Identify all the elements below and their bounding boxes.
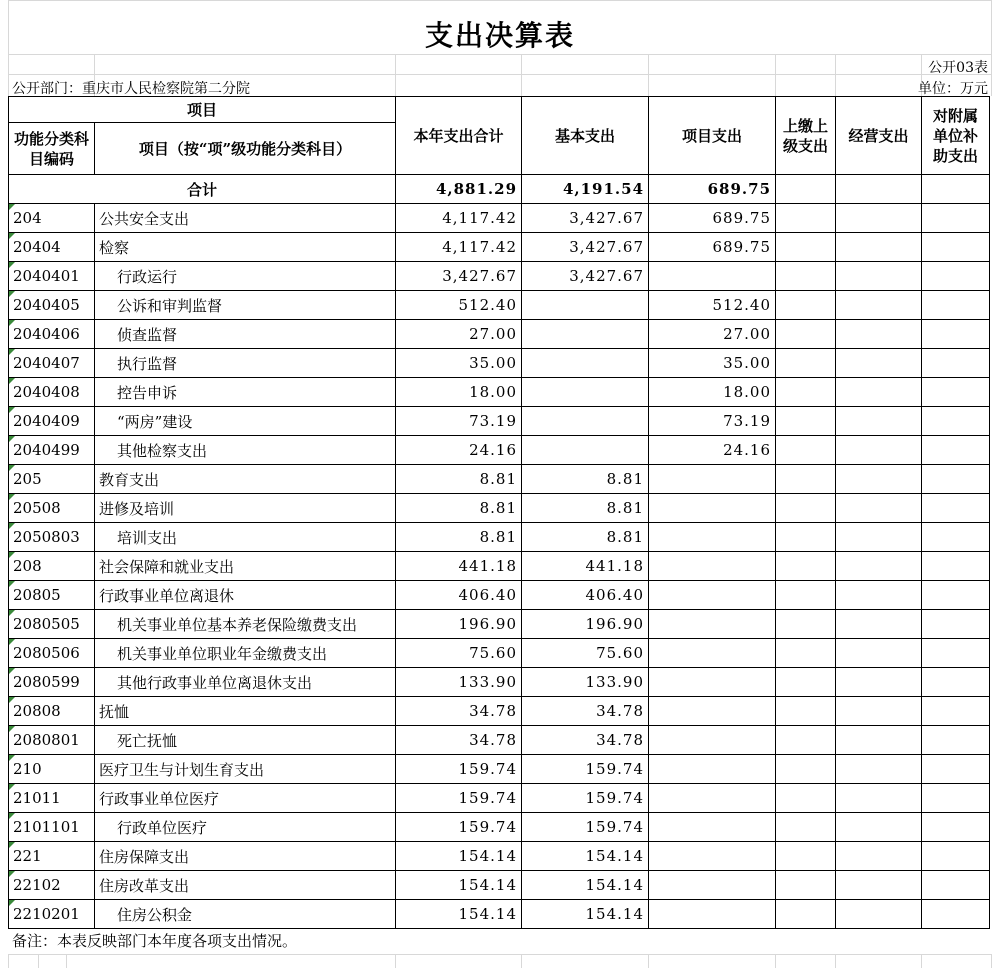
row-code: 20508 [9,494,95,523]
row-upper [776,668,836,697]
total-project: 689.75 [649,175,776,204]
table-row [9,262,990,291]
row-total: 154.14 [396,900,522,929]
row-upper [776,581,836,610]
row-code: 2080599 [9,668,95,697]
row-project [649,465,776,494]
row-upper [776,697,836,726]
total-upper [776,175,836,204]
table-row [9,726,990,755]
row-code: 2040499 [9,436,95,465]
table-row [9,378,990,407]
row-total: 159.74 [396,755,522,784]
row-business [836,871,922,900]
row-name: 侦查监督 [95,320,396,349]
row-business [836,900,922,929]
row-upper [776,320,836,349]
row-basic: 154.14 [522,842,649,871]
row-code: 205 [9,465,95,494]
row-code: 204 [9,204,95,233]
row-subsidy [922,233,990,262]
row-subsidy [922,349,990,378]
row-upper [776,262,836,291]
form-number: 公开03表 [928,60,988,76]
row-project [649,813,776,842]
row-name: 其他行政事业单位离退休支出 [95,668,396,697]
row-project [649,697,776,726]
row-subsidy [922,900,990,929]
row-total: 154.14 [396,842,522,871]
row-basic [522,436,649,465]
row-upper [776,639,836,668]
table-row [9,204,990,233]
row-project [649,842,776,871]
row-subsidy [922,552,990,581]
row-business [836,668,922,697]
row-subsidy [922,668,990,697]
row-business [836,494,922,523]
row-project [649,262,776,291]
table-row [9,349,990,378]
row-code: 2050803 [9,523,95,552]
row-upper [776,233,836,262]
row-subsidy [922,871,990,900]
row-name: 检察 [95,233,396,262]
row-upper [776,552,836,581]
row-business [836,378,922,407]
row-business [836,842,922,871]
row-business [836,320,922,349]
table-row [9,494,990,523]
row-name: 进修及培训 [95,494,396,523]
row-basic: 154.14 [522,900,649,929]
row-business [836,204,922,233]
footnote: 备注：本表反映部门本年度各项支出情况。 [12,932,298,950]
row-upper [776,291,836,320]
row-name: 住房改革支出 [95,871,396,900]
row-code: 2040408 [9,378,95,407]
row-business [836,465,922,494]
unit-label: 单位：万元 [918,81,988,97]
row-total: 75.60 [396,639,522,668]
table-row [9,552,990,581]
row-business [836,262,922,291]
row-business [836,813,922,842]
header-business: 经营支出 [836,97,922,175]
row-total: 3,427.67 [396,262,522,291]
table-row [9,755,990,784]
row-name: 社会保障和就业支出 [95,552,396,581]
row-business [836,436,922,465]
row-basic: 8.81 [522,523,649,552]
row-basic [522,291,649,320]
row-subsidy [922,204,990,233]
row-project: 24.16 [649,436,776,465]
row-upper [776,494,836,523]
row-total: 8.81 [396,523,522,552]
total-row [9,175,990,204]
row-project [649,610,776,639]
table-row [9,291,990,320]
row-total: 18.00 [396,378,522,407]
row-business [836,726,922,755]
row-name: 死亡抚恤 [95,726,396,755]
row-project [649,639,776,668]
row-basic: 441.18 [522,552,649,581]
row-name: “两房”建设 [95,407,396,436]
table-row [9,871,990,900]
row-business [836,407,922,436]
header-total: 本年支出合计 [396,97,522,175]
header-item: 项目 [9,97,396,123]
row-basic [522,320,649,349]
row-basic: 3,427.67 [522,204,649,233]
row-basic [522,349,649,378]
row-total: 34.78 [396,726,522,755]
row-name: 住房公积金 [95,900,396,929]
table-row [9,320,990,349]
row-subsidy [922,639,990,668]
row-upper [776,871,836,900]
row-business [836,233,922,262]
table-row [9,465,990,494]
row-code: 2080506 [9,639,95,668]
total-business [836,175,922,204]
table-row [9,523,990,552]
row-basic: 8.81 [522,494,649,523]
row-project: 512.40 [649,291,776,320]
row-total: 4,117.42 [396,204,522,233]
header-subsidy: 对附属单位补助支出 [922,97,990,175]
table-row [9,233,990,262]
row-subsidy [922,378,990,407]
row-code: 2040401 [9,262,95,291]
header-project: 项目支出 [649,97,776,175]
row-code: 2080801 [9,726,95,755]
row-name: 医疗卫生与计划生育支出 [95,755,396,784]
row-upper [776,726,836,755]
row-project [649,784,776,813]
row-code: 210 [9,755,95,784]
row-code: 2210201 [9,900,95,929]
row-basic: 133.90 [522,668,649,697]
row-code: 22102 [9,871,95,900]
row-project [649,494,776,523]
table-row [9,668,990,697]
row-project [649,668,776,697]
table-row [9,697,990,726]
row-project [649,726,776,755]
row-name: 机关事业单位职业年金缴费支出 [95,639,396,668]
header-name: 项目（按“项”级功能分类科目） [95,123,396,175]
row-total: 159.74 [396,784,522,813]
row-subsidy [922,581,990,610]
table-row [9,436,990,465]
row-upper [776,523,836,552]
row-name: 行政事业单位离退休 [95,581,396,610]
row-name: 培训支出 [95,523,396,552]
row-subsidy [922,407,990,436]
row-basic: 196.90 [522,610,649,639]
row-upper [776,407,836,436]
total-subsidy [922,175,990,204]
row-total: 27.00 [396,320,522,349]
row-total: 154.14 [396,871,522,900]
row-upper [776,900,836,929]
row-subsidy [922,784,990,813]
row-name: 公诉和审判监督 [95,291,396,320]
row-total: 512.40 [396,291,522,320]
total-amount: 4,881.29 [396,175,522,204]
table-row [9,639,990,668]
row-subsidy [922,465,990,494]
row-code: 20404 [9,233,95,262]
row-business [836,552,922,581]
row-name: 行政运行 [95,262,396,291]
row-name: 行政事业单位医疗 [95,784,396,813]
row-project: 18.00 [649,378,776,407]
row-project [649,900,776,929]
row-basic: 34.78 [522,697,649,726]
row-project: 689.75 [649,233,776,262]
row-subsidy [922,262,990,291]
row-total: 35.00 [396,349,522,378]
row-upper [776,610,836,639]
row-name: 机关事业单位基本养老保险缴费支出 [95,610,396,639]
row-basic: 75.60 [522,639,649,668]
row-basic: 159.74 [522,755,649,784]
row-total: 133.90 [396,668,522,697]
row-total: 196.90 [396,610,522,639]
row-upper [776,784,836,813]
row-business [836,784,922,813]
row-name: 控告申诉 [95,378,396,407]
row-total: 441.18 [396,552,522,581]
row-subsidy [922,610,990,639]
total-label: 合计 [9,175,396,204]
row-business [836,291,922,320]
row-business [836,639,922,668]
row-subsidy [922,436,990,465]
row-upper [776,813,836,842]
row-code: 2080505 [9,610,95,639]
header-upper: 上缴上级支出 [776,97,836,175]
row-code: 221 [9,842,95,871]
page-title: 支出决算表 [424,19,575,52]
row-project [649,552,776,581]
row-subsidy [922,291,990,320]
row-total: 159.74 [396,813,522,842]
table-row [9,581,990,610]
row-total: 34.78 [396,697,522,726]
department-label: 公开部门：重庆市人民检察院第二分院 [12,81,250,97]
row-upper [776,842,836,871]
row-total: 8.81 [396,465,522,494]
row-basic [522,378,649,407]
row-upper [776,378,836,407]
row-subsidy [922,494,990,523]
row-name: 执行监督 [95,349,396,378]
row-code: 2040405 [9,291,95,320]
row-business [836,581,922,610]
row-project: 35.00 [649,349,776,378]
row-code: 2040406 [9,320,95,349]
header-code: 功能分类科目编码 [9,123,95,175]
row-basic [522,407,649,436]
header-basic: 基本支出 [522,97,649,175]
total-basic: 4,191.54 [522,175,649,204]
row-project [649,755,776,784]
row-total: 406.40 [396,581,522,610]
row-basic: 3,427.67 [522,262,649,291]
row-code: 208 [9,552,95,581]
row-business [836,755,922,784]
row-project: 27.00 [649,320,776,349]
row-total: 8.81 [396,494,522,523]
row-basic: 159.74 [522,784,649,813]
row-business [836,610,922,639]
row-business [836,697,922,726]
table-row [9,407,990,436]
row-total: 24.16 [396,436,522,465]
row-subsidy [922,813,990,842]
row-project: 73.19 [649,407,776,436]
table-row [9,784,990,813]
row-project [649,523,776,552]
table-row [9,813,990,842]
row-subsidy [922,697,990,726]
row-code: 2040407 [9,349,95,378]
row-name: 教育支出 [95,465,396,494]
row-basic: 406.40 [522,581,649,610]
row-total: 4,117.42 [396,233,522,262]
row-code: 2101101 [9,813,95,842]
row-project: 689.75 [649,204,776,233]
row-total: 73.19 [396,407,522,436]
row-project [649,581,776,610]
table-row [9,842,990,871]
row-upper [776,204,836,233]
row-name: 抚恤 [95,697,396,726]
row-upper [776,755,836,784]
row-code: 2040409 [9,407,95,436]
row-basic: 3,427.67 [522,233,649,262]
row-basic: 154.14 [522,871,649,900]
row-subsidy [922,726,990,755]
row-business [836,523,922,552]
row-code: 21011 [9,784,95,813]
row-upper [776,349,836,378]
row-subsidy [922,842,990,871]
row-name: 公共安全支出 [95,204,396,233]
row-basic: 34.78 [522,726,649,755]
row-code: 20808 [9,697,95,726]
row-basic: 159.74 [522,813,649,842]
row-upper [776,436,836,465]
row-subsidy [922,523,990,552]
row-name: 住房保障支出 [95,842,396,871]
row-name: 其他检察支出 [95,436,396,465]
row-upper [776,465,836,494]
table-row [9,610,990,639]
row-basic: 8.81 [522,465,649,494]
row-business [836,349,922,378]
expenditure-table [8,96,990,929]
table-row [9,900,990,929]
row-subsidy [922,755,990,784]
row-code: 20805 [9,581,95,610]
row-project [649,871,776,900]
row-subsidy [922,320,990,349]
row-name: 行政单位医疗 [95,813,396,842]
